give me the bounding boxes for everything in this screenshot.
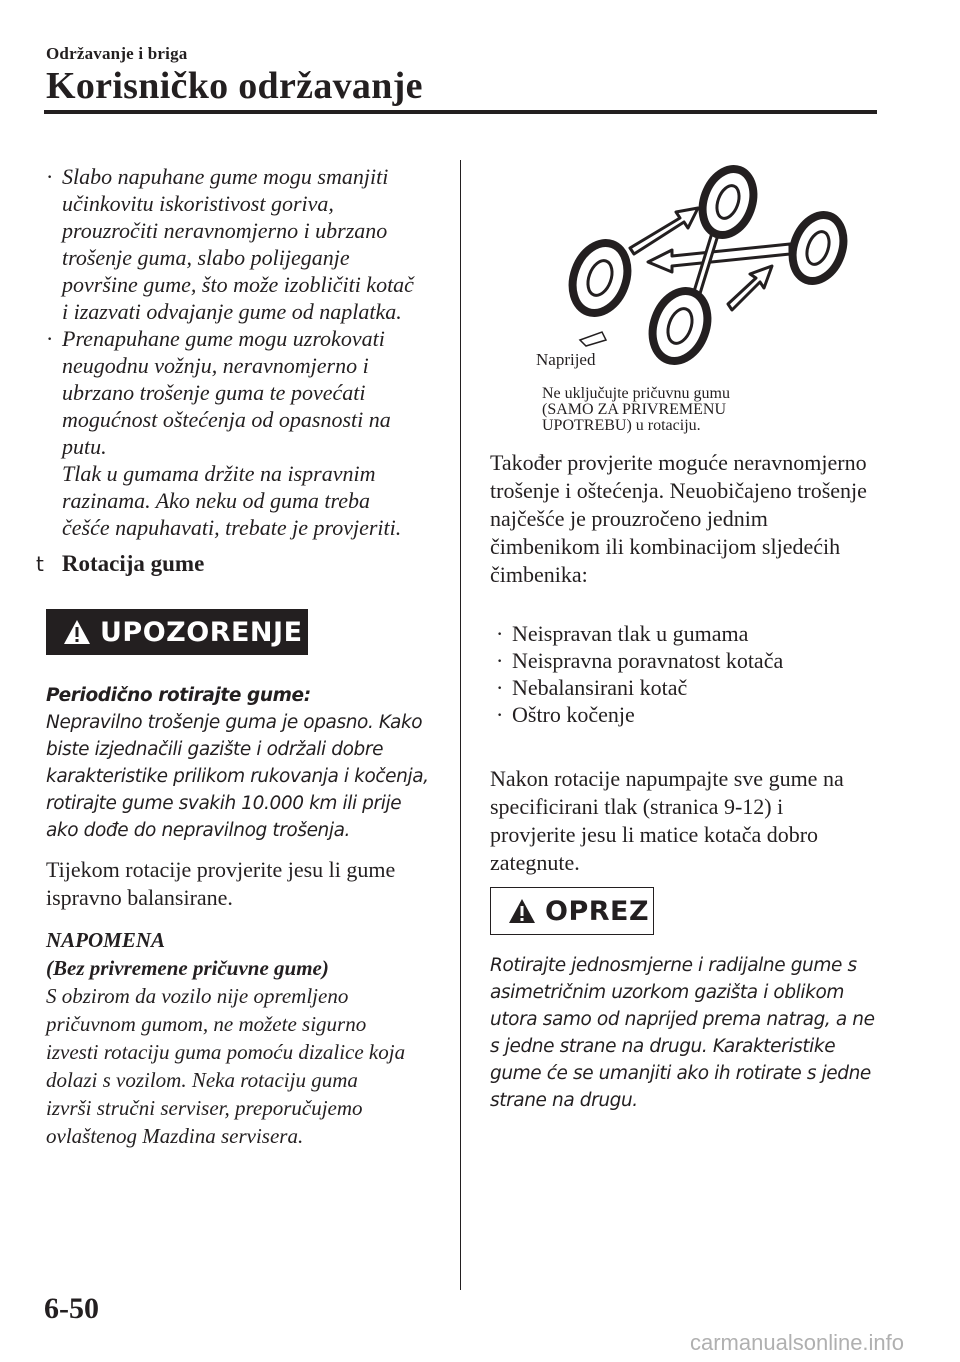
warning-line: biste izjednačili gazište i održali dobre (46, 739, 384, 760)
warning-badge (46, 609, 308, 655)
paragraph-line: čimbenika: (490, 562, 588, 587)
caution-line: strane na drugu. (490, 1090, 638, 1111)
wear-paragraph (490, 449, 890, 589)
list-item-line: ubrzano trošenje guma te povećati (62, 380, 366, 405)
cause-list (496, 620, 876, 728)
caution-line: s jedne strane na drugu. Karakteristike (490, 1036, 836, 1057)
paragraph-line: najčešće je prouzročeno jednim (490, 506, 768, 531)
list-item (496, 701, 876, 728)
note-title: NAPOMENA (46, 928, 166, 952)
list-item-line: neugodnu vožnju, neravnomjerno i (62, 353, 369, 378)
rotation-arrow (728, 266, 772, 310)
paragraph-line: ispravno balansirane. (46, 885, 233, 910)
list-item (496, 620, 876, 647)
bullet-dot: · (496, 675, 504, 700)
page-number: 6-50 (44, 1292, 99, 1325)
page-title: Korisničko održavanje (46, 65, 423, 107)
watermark: carmanualsonline.info (690, 1330, 905, 1355)
section-label: Održavanje i briga (46, 44, 188, 63)
list-item-line: učinkovitu iskoristivost goriva, (62, 191, 334, 216)
figure-caption (542, 386, 802, 434)
list-item-line: trošenje guma, slabo polijeganje (62, 245, 350, 270)
caution-badge (490, 887, 654, 935)
bullet-dot: · (46, 326, 54, 351)
column-divider (460, 160, 461, 1290)
list-item-line: putu. (62, 434, 107, 459)
note-line: pričuvnom gumom, ne možete sigurno (46, 1012, 367, 1036)
caution-label: OPREZ (545, 895, 650, 927)
bullet-dot: · (496, 648, 504, 673)
front-label: Naprijed (536, 350, 596, 369)
list-item-line: češće napuhavati, trebate je provjeriti. (62, 515, 402, 540)
heading-marker: t (36, 552, 44, 576)
note-line: dolazi s vozilom. Neka rotaciju guma (46, 1068, 358, 1092)
caption-line: Ne uključujte pričuvnu gumu (542, 385, 730, 402)
warning-icon (507, 897, 537, 925)
paragraph-line: trošenje i oštećenja. Neuobičajeno trošenje (490, 478, 867, 503)
caution-line: Rotirajte jednosmjerne i radijalne gume s (490, 955, 857, 976)
front-pointer-icon (580, 332, 606, 346)
warning-line: Nepravilno trošenje guma je opasno. Kako (46, 712, 423, 733)
list-item-text: Neispravan tlak u gumama (512, 621, 749, 646)
warning-line: karakteristike prilikom rukovanja i kočenja, (46, 766, 429, 787)
warning-label: UPOZORENJE (100, 616, 303, 648)
note-line: S obzirom da vozilo nije opremljeno (46, 984, 349, 1008)
caution-text (490, 952, 890, 1114)
bullet-dot: · (46, 164, 54, 189)
header-rule (44, 110, 877, 114)
list-item-text: Oštro kočenje (512, 702, 635, 727)
list-item-line: i izazvati odvajanje gume od naplatka. (62, 299, 402, 324)
list-item-text: Nebalansirani kotač (512, 675, 688, 700)
paragraph-line: čimbenikom ili kombinacijom sljedećih (490, 534, 841, 559)
paragraph-line: specificirani tlak (stranica 9-12) i (490, 794, 784, 819)
list-item-line: površine gume, što može izobličiti kotač (62, 272, 414, 297)
note-line: izvrši stručni serviser, preporučujemo (46, 1096, 363, 1120)
tire-rear-left (643, 283, 716, 368)
note-line: izvesti rotaciju guma pomoću dizalice koja (46, 1040, 406, 1064)
tire-front-right (694, 162, 762, 242)
paragraph-line: Tijekom rotacije provjerite jesu li gume (46, 857, 396, 882)
paragraph-line: provjerite jesu li matice kotača dobro (490, 822, 819, 847)
caution-line: asimetričnim uzorkom gazišta i oblikom (490, 982, 845, 1003)
list-item (46, 325, 401, 541)
rotation-arrow (630, 208, 698, 254)
list-item-line: mogućnost oštećenja od opasnosti na (62, 407, 391, 432)
caution-line: utora samo od naprijed prema natrag, a ne (490, 1009, 875, 1030)
paragraph-line: Nakon rotacije napumpajte sve gume na (490, 766, 844, 791)
section-heading (36, 551, 204, 577)
bullet-dot: · (496, 702, 504, 727)
list-item (46, 163, 414, 325)
caution-line: gume će se umanjiti ako ih rotirate s jedne (490, 1063, 871, 1084)
note-block (46, 926, 446, 1150)
list-item-line: Tlak u gumama držite na ispravnim (62, 461, 376, 486)
warning-text (46, 682, 446, 844)
note-line: ovlaštenog Mazdina servisera. (46, 1124, 304, 1148)
paragraph-line: Također provjerite moguće neravnomjerno (490, 450, 867, 475)
caption-line: (SAMO ZA PRIVREMENU (542, 401, 727, 418)
note-subtitle: (Bez privremene pričuvne gume) (46, 956, 329, 980)
tire-rear-right (784, 208, 852, 288)
list-item-line: razinama. Ako neku od guma treba (62, 488, 370, 513)
list-item-line: prouzročiti neravnomjerno i ubrzano (62, 218, 388, 243)
balance-paragraph (46, 856, 446, 912)
list-item-line: Slabo napuhane gume mogu smanjiti (62, 164, 389, 189)
heading-text: Rotacija gume (61, 551, 205, 576)
inflate-paragraph (490, 765, 890, 877)
list-item-line: Prenapuhane gume mogu uzrokovati (62, 326, 385, 351)
warning-title: Periodično rotirajte gume: (46, 685, 311, 706)
paragraph-line: zategnute. (490, 850, 580, 875)
list-item-text: Neispravna poravnatost kotača (512, 648, 784, 673)
bullet-dot: · (496, 621, 504, 646)
list-item (496, 647, 876, 674)
list-item (496, 674, 876, 701)
warning-icon (62, 618, 92, 646)
warning-line: rotirajte gume svakih 10.000 km ili prije (46, 793, 402, 814)
caption-line: UPOTREBU) u rotaciju. (542, 417, 701, 434)
warning-line: ako dođe do nepravilnog trošenja. (46, 820, 351, 841)
tire-front-left (563, 235, 636, 320)
